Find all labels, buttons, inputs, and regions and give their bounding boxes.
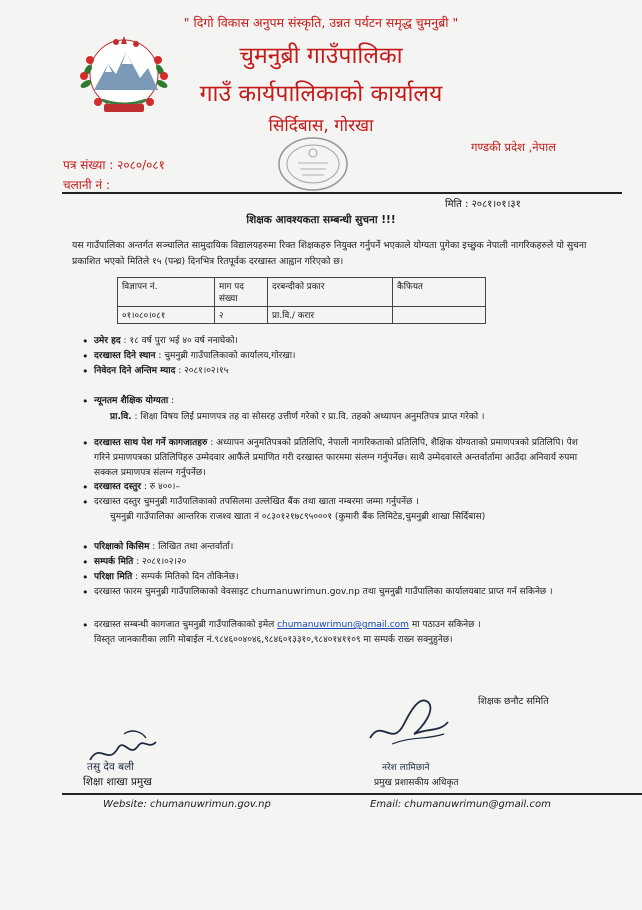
header-slogan: " दिगो विकास अनुपम संस्कृति, उन्नत पर्यटन समृद्ध चुमनुब्री "	[183, 15, 459, 30]
table-header-cell: माग पद संख्या	[215, 278, 268, 307]
dispatch-number: चलानी नं :	[63, 178, 110, 192]
table-header-cell: कैफियत	[393, 278, 486, 307]
list-item: • उमेर हद : १८ वर्ष पुरा भई ४० वर्ष ननाघेको।	[94, 334, 295, 349]
list-item: • दरखास्त सम्बन्धी कागजात चुमनुब्री गाउँपालिकाको इमेल chumanuwrimun@gmail.com मा पठाउन सकिनेछ ।	[94, 618, 594, 633]
list-item: • परिक्षाको किसिम : लिखित तथा अन्तर्वार्ता।	[94, 540, 594, 555]
table-cell: ०१।०८०।०८१	[118, 307, 215, 324]
footer-divider	[62, 793, 642, 795]
documents-section	[94, 436, 594, 481]
list-item: • दरखास्त दस्तुर चुमनुब्री गाउँपालिकाको तपसिलमा उल्लेखित बैंक तथा खाता नम्बरमा जम्मा गर्नुपर्नेछ ।	[94, 495, 594, 510]
list-item: • दरखास्त दिने स्थान : चुमनुब्री गाउँपालिकाको कार्यालय,गोरखा।	[94, 349, 295, 364]
signature-2	[362, 688, 466, 758]
footer-email[interactable]: Email: chumanuwrimun@gmail.com	[370, 799, 551, 810]
qualification-section	[94, 394, 174, 409]
office-name: गाउँ कार्यपालिकाको कार्यालय	[199, 81, 443, 107]
table-cell: २	[215, 307, 268, 324]
list-item: • सम्पर्क मिति : २०८१।०२।२०	[94, 555, 594, 570]
list-item: • परिक्षा मिति : सम्पर्क मितिको दिन तोकिनेछ।	[94, 570, 594, 585]
contact-info-list	[94, 618, 594, 648]
notice-intro: यस गाउँपालिका अन्तर्गत सञ्चालित सामुदायिक विद्यालयहरुमा रिक्त शिक्षकहरु नियुक्त गर्नुपर्ने भएकाले योग्यता पुगेका इच्छुक नेपाली नागरिकहरुले यो सुचना प्रकाशित भएको मितिले १५ (पन्ध्र) दिनभित्र रितपूर्वक दरखास्त आह्वान गरिएको छ।	[72, 240, 587, 267]
list-item: • दरखास्त साथ पेश गर्ने कागजातहरु : अध्यापन अनुमतिपत्रको प्रतिलिपि, नेपाली नागरिकताको प्रतिलिपि, शैक्षिक योग्यताको प्रमाणपत्रको प्रतिलिपि। पेश गरिने प्रमाणपत्रका प्रतिलिपिहरु उम्मेदवार आफैंले प्रमाणित गरी दरखास्त फारममा संलग्न गर्नुपर्नेछ। साथै उम्मेदवारले अन्तर्वार्तामा आउँदा अनिवार्य रुपमा सक्कल प्रमाणपत्र संलग्न गर्नुपर्नेछ।	[94, 436, 594, 481]
header-divider	[62, 192, 622, 194]
signatory-1-title: शिक्षा शाखा प्रमुख	[83, 776, 152, 788]
fee-section	[94, 480, 594, 525]
office-stamp	[270, 133, 356, 195]
table-row	[118, 307, 486, 324]
email-link[interactable]: chumanuwrimun@gmail.com	[277, 620, 409, 630]
signatory-2-title: प्रमुख प्रशासकीय अधिकृत	[374, 778, 459, 788]
list-item: • निवेदन दिने अन्तिम म्याद : २०८१।०२।१५	[94, 364, 295, 379]
footer-website[interactable]: Website: chumanuwrimun.gov.np	[103, 799, 271, 810]
list-item: • दरखास्त दस्तुर : रु ४००।–	[94, 480, 594, 495]
municipality-name: चुमनुब्री गाउँपालिका	[239, 43, 403, 69]
account-info: चुमनुब्री गाउँपालिका आन्तरिक राजश्व खाता नं ०८३०१२१७८९५०००१ (कुमारी बैंक लिमिटेड,चुमनुब्री शाखा सिर्दिबास)	[110, 512, 486, 522]
office-location: सिर्दिबास, गोरखा	[268, 116, 374, 136]
table-header-cell: दरबन्दीको प्रकार	[268, 278, 393, 307]
notice-date: मिति : २०८१।०१।३१	[445, 199, 521, 210]
basic-info-list	[94, 334, 295, 379]
phone-info: विस्तृत जानकारीका लागि मोबाईल नं.९८४६००४०४६,९८४६०१३३१०,९८४०१४११०९ मा सम्पर्क राख्न सक्नुहुनेछ।	[94, 635, 453, 645]
table-cell	[393, 307, 486, 324]
letter-number: पत्र संख्या : २०८०/०८१	[63, 158, 165, 172]
vacancy-table	[117, 277, 486, 324]
table-header-row	[118, 278, 486, 307]
signatory-2-name: नरेश लामिछाने	[382, 763, 430, 773]
list-item: • न्यूनतम शैक्षिक योग्यता :	[94, 394, 174, 409]
province-label: गण्डकी प्रदेश ,नेपाल	[470, 140, 556, 154]
committee-label: शिक्षक छनौट समिति	[478, 696, 549, 707]
notice-subject: शिक्षक आवश्यकता सम्बन्धी सुचना !!!	[246, 214, 396, 226]
signatory-1-name: तसु देव बली	[87, 761, 135, 773]
exam-info-list	[94, 540, 594, 600]
list-item: • दरखास्त फारम चुमनुब्री गाउँपालिकाको वेवसाइट chumanuwrimun.gov.np तथा चुमनुब्री गाउँपालिका कार्यालयबाट प्राप्त गर्न सकिनेछ ।	[94, 585, 594, 600]
table-cell: प्रा.वि./ करार	[268, 307, 393, 324]
qualification-text: प्रा.वि. : शिक्षा विषय लिई प्रमाणपत्र तह वा सोसरह उत्तीर्ण गरेको र प्रा.वि. तहको अध्यापन अनुमतिपत्र प्राप्त गरेको ।	[110, 412, 485, 422]
table-header-cell: विज्ञापन नं.	[118, 278, 215, 307]
